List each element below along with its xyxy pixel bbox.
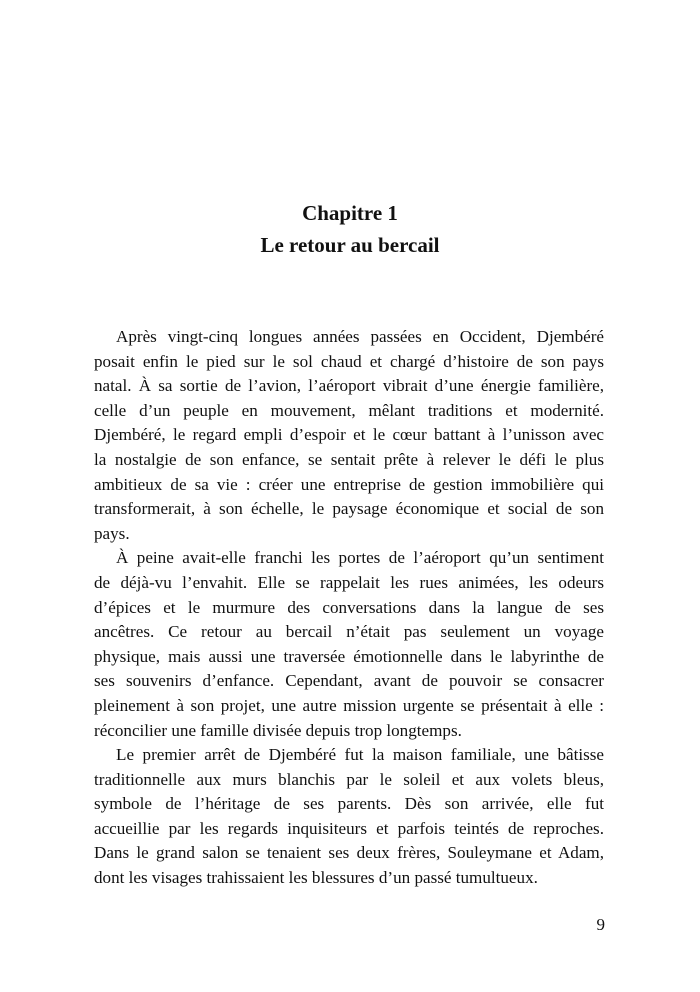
text-line: d’épices et le murmure des conversations dans la langue de ses <box>94 597 604 617</box>
text-line: Djembéré, le regard empli d’espoir et le cœur battant à l’unisson avec <box>94 425 604 445</box>
text-line: À peine avait-elle franchi les portes de l’aéroport qu’un sentiment <box>116 548 604 568</box>
text-line: pays. <box>94 523 130 543</box>
paragraph <box>94 743 604 891</box>
text-line: celle d’un peuple en mouvement, mêlant traditions et modernité. <box>94 400 604 420</box>
chapter-number: Chapitre 1 <box>302 201 398 225</box>
chapter-heading <box>0 197 700 261</box>
text-line: physique, mais aussi une traversée émotionnelle dans le labyrinthe de <box>94 646 604 666</box>
text-line: pleinement à son projet, une autre mission urgente se présentait à elle : <box>94 695 604 715</box>
text-line: symbole de l’héritage de ses parents. Dès son arrivée, elle fut <box>94 794 604 814</box>
text-line: posait enfin le pied sur le sol chaud et chargé d’histoire de son pays <box>94 351 604 371</box>
text-line: transformerait, à son échelle, le paysage économique et social de son <box>94 499 604 519</box>
text-line: la nostalgie de son enfance, se sentait prête à relever le défi le plus <box>94 449 604 469</box>
text-line: ambitieux de sa vie : créer une entreprise de gestion immobilière qui <box>94 474 604 494</box>
page-number: 9 <box>596 915 605 934</box>
text-line: dont les visages trahissaient les blessures d’un passé tumultueux. <box>94 868 538 888</box>
text-line: accueillie par les regards inquisiteurs et parfois teintés de reproches. <box>94 818 604 838</box>
text-line: Le premier arrêt de Djembéré fut la maison familiale, une bâtisse <box>116 745 604 765</box>
text-line: Dans le grand salon se tenaient ses deux frères, Souleymane et Adam, <box>94 843 604 863</box>
text-line: ses souvenirs d’enfance. Cependant, avant de pouvoir se consacrer <box>94 671 604 691</box>
text-line: ancêtres. Ce retour au bercail n’était pas seulement un voyage <box>94 622 604 642</box>
text-line: réconcilier une famille divisée depuis trop longtemps. <box>94 720 462 740</box>
text-line: traditionnelle aux murs blanchis par le soleil et aux volets bleus, <box>94 769 604 789</box>
paragraph <box>94 325 604 546</box>
text-line: de déjà-vu l’envahit. Elle se rappelait les rues animées, les odeurs <box>94 572 604 592</box>
text-line: Après vingt-cinq longues années passées en Occident, Djembéré <box>116 327 604 346</box>
paragraph <box>94 546 604 743</box>
chapter-title: Le retour au bercail <box>260 233 440 257</box>
body-text <box>94 325 604 891</box>
text-line: natal. À sa sortie de l’avion, l’aéroport vibrait d’une énergie familière, <box>94 376 604 396</box>
